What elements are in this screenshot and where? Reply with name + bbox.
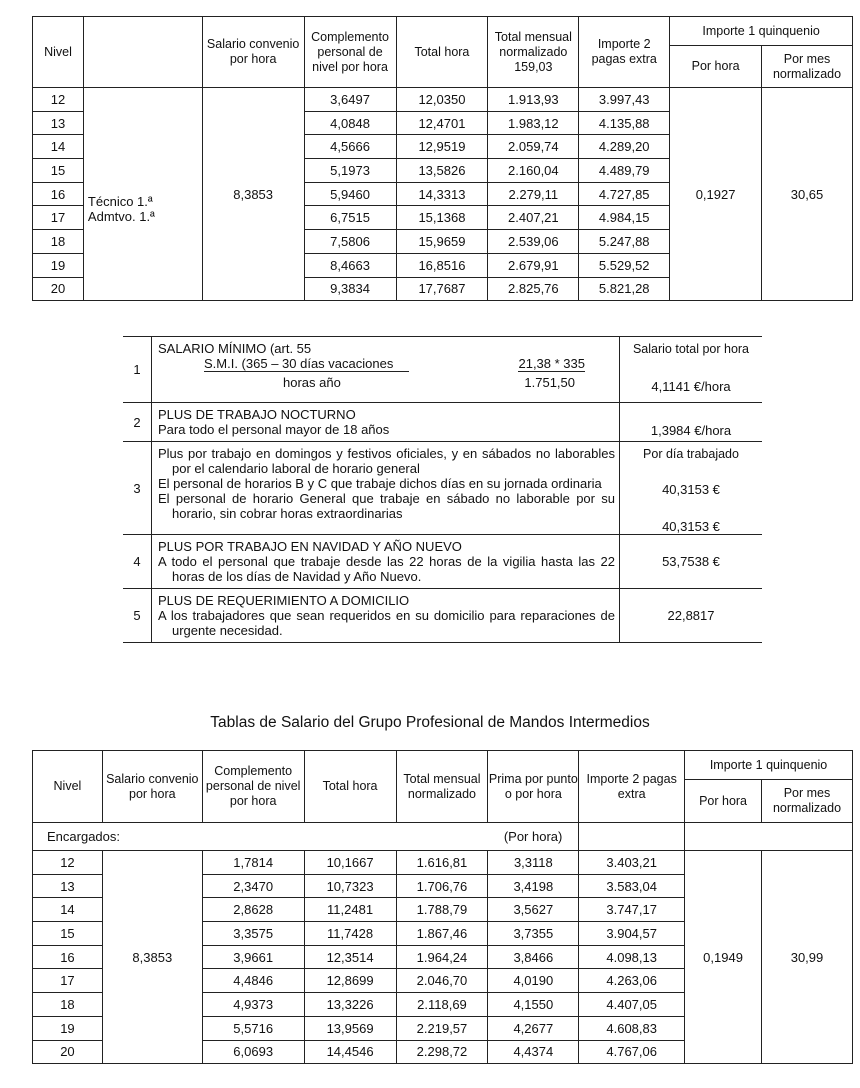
complemento-cell: 3,6497 bbox=[304, 88, 396, 112]
complemento-cell: 5,5716 bbox=[202, 1016, 304, 1040]
prima-cell: 4,2677 bbox=[488, 1016, 579, 1040]
total-mensual-cell: 2.539,06 bbox=[488, 230, 579, 254]
nocturno-value: 1,3984 €/hora bbox=[620, 403, 763, 442]
importe-pagas-cell: 4.407,05 bbox=[579, 993, 685, 1017]
header-complemento: Complemento personal de nivel por hora bbox=[304, 17, 396, 88]
prima-cell: 3,7355 bbox=[488, 922, 579, 946]
row-number: 3 bbox=[123, 442, 152, 535]
horas-ano-value: 1.751,50 bbox=[524, 375, 575, 390]
header-nivel: Nivel bbox=[33, 751, 103, 823]
total-hora-cell: 17,7687 bbox=[396, 277, 488, 301]
total-mensual-cell: 2.118,69 bbox=[396, 993, 488, 1017]
importe-pagas-cell: 4.489,79 bbox=[579, 159, 670, 183]
salario-cell: 8,3853 bbox=[202, 88, 304, 301]
total-mensual-cell: 1.616,81 bbox=[396, 851, 488, 875]
por-hora-note: (Por hora) bbox=[488, 823, 579, 851]
total-hora-cell: 13,5826 bbox=[396, 159, 488, 183]
total-hora-cell: 16,8516 bbox=[396, 253, 488, 277]
complemento-cell: 5,1973 bbox=[304, 159, 396, 183]
quinquenio-hora-cell: 0,1949 bbox=[685, 851, 762, 1064]
nivel-cell: 14 bbox=[33, 898, 103, 922]
total-mensual-cell: 1.788,79 bbox=[396, 898, 488, 922]
header-total-mensual: Total mensual normalizado 159,03 bbox=[488, 17, 579, 88]
prima-cell: 4,4374 bbox=[488, 1040, 579, 1064]
navidad-text: A todo el personal que trabaje desde las 22 horas de la vigilia hasta las 22 horas de los días de Navidad y Año Nuevo. bbox=[158, 554, 615, 584]
header-por-hora: Por hora bbox=[670, 46, 762, 88]
header-total-mensual: Total mensual normalizado bbox=[396, 751, 488, 823]
complemento-cell: 6,0693 bbox=[202, 1040, 304, 1064]
salario-total-header: Salario total por hora bbox=[632, 342, 750, 356]
prima-cell: 3,3118 bbox=[488, 851, 579, 875]
horarios-bc-text: El personal de horarios B y C que trabaje dichos días en su jornada ordinaria bbox=[158, 476, 602, 491]
por-dia-header: Por día trabajado bbox=[643, 447, 739, 461]
complemento-cell: 2,8628 bbox=[202, 898, 304, 922]
complemento-cell: 1,7814 bbox=[202, 851, 304, 875]
importe-pagas-cell: 4.984,15 bbox=[579, 206, 670, 230]
complemento-cell: 9,3834 bbox=[304, 277, 396, 301]
nivel-cell: 15 bbox=[33, 159, 84, 183]
importe-pagas-cell: 4.767,06 bbox=[579, 1040, 685, 1064]
total-hora-cell: 13,3226 bbox=[304, 993, 396, 1017]
importe-pagas-cell: 4.263,06 bbox=[579, 969, 685, 993]
nivel-cell: 13 bbox=[33, 874, 103, 898]
prima-cell: 3,5627 bbox=[488, 898, 579, 922]
salary-table-tecnico bbox=[32, 16, 853, 301]
complemento-cell: 2,3470 bbox=[202, 874, 304, 898]
row-number: 2 bbox=[123, 403, 152, 442]
total-hora-cell: 11,7428 bbox=[304, 922, 396, 946]
complemento-cell: 4,9373 bbox=[202, 993, 304, 1017]
complemento-cell: 4,0848 bbox=[304, 111, 396, 135]
importe-pagas-cell: 5.821,28 bbox=[579, 277, 670, 301]
nivel-cell: 19 bbox=[33, 253, 84, 277]
total-mensual-cell: 2.160,04 bbox=[488, 159, 579, 183]
total-mensual-cell: 2.046,70 bbox=[396, 969, 488, 993]
total-mensual-cell: 1.706,76 bbox=[396, 874, 488, 898]
total-mensual-cell: 2.825,76 bbox=[488, 277, 579, 301]
domicilio-value: 22,8817 bbox=[620, 589, 763, 643]
salario-minimo-cell bbox=[152, 337, 620, 403]
prima-cell: 4,0190 bbox=[488, 969, 579, 993]
importe-pagas-cell: 3.583,04 bbox=[579, 874, 685, 898]
total-mensual-cell: 2.298,72 bbox=[396, 1040, 488, 1064]
nivel-cell: 18 bbox=[33, 993, 103, 1017]
header-category bbox=[83, 17, 202, 88]
total-hora-cell: 15,1368 bbox=[396, 206, 488, 230]
header-quinquenio: Importe 1 quinquenio bbox=[670, 17, 853, 46]
complemento-cell: 4,5666 bbox=[304, 135, 396, 159]
smi-calc: 21,38 * 335 bbox=[518, 356, 585, 371]
header-nivel: Nivel bbox=[33, 17, 84, 88]
importe-pagas-cell: 4.098,13 bbox=[579, 945, 685, 969]
header-por-mes: Por mes normalizado bbox=[761, 780, 852, 823]
header-complemento: Complemento personal de nivel por hora bbox=[202, 751, 304, 823]
total-hora-cell: 12,0350 bbox=[396, 88, 488, 112]
nivel-cell: 20 bbox=[33, 277, 84, 301]
horas-ano-label: horas año bbox=[283, 375, 341, 390]
horario-general-text: El personal de horario General que trabaje en sábado no laborable por su horario, sin cobrar horas extraordinarias bbox=[158, 491, 615, 521]
nivel-cell: 16 bbox=[33, 182, 84, 206]
total-hora-cell: 13,9569 bbox=[304, 1016, 396, 1040]
nivel-cell: 17 bbox=[33, 206, 84, 230]
total-hora-cell: 12,9519 bbox=[396, 135, 488, 159]
domingos-value-general: 40,3153 € bbox=[662, 519, 720, 534]
quinquenio-mes-cell: 30,65 bbox=[762, 88, 853, 301]
nivel-cell: 19 bbox=[33, 1016, 103, 1040]
total-hora-cell: 12,3514 bbox=[304, 945, 396, 969]
importe-pagas-cell: 4.608,83 bbox=[579, 1016, 685, 1040]
header-prima: Prima por punto o por hora bbox=[488, 751, 579, 823]
total-hora-cell: 14,4546 bbox=[304, 1040, 396, 1064]
navidad-value: 53,7538 € bbox=[620, 535, 763, 589]
importe-pagas-cell: 3.904,57 bbox=[579, 922, 685, 946]
nivel-cell: 15 bbox=[33, 922, 103, 946]
salary-table-mandos bbox=[32, 750, 853, 1064]
nivel-cell: 13 bbox=[33, 111, 84, 135]
salario-minimo-value: 4,1141 €/hora bbox=[651, 379, 731, 394]
section-caption: Tablas de Salario del Grupo Profesional de Mandos Intermedios bbox=[210, 714, 650, 731]
quinquenio-mes-cell: 30,99 bbox=[761, 851, 852, 1064]
importe-pagas-cell: 3.997,43 bbox=[579, 88, 670, 112]
nivel-cell: 16 bbox=[33, 945, 103, 969]
total-mensual-cell: 1.983,12 bbox=[488, 111, 579, 135]
complemento-cell: 8,4663 bbox=[304, 253, 396, 277]
total-hora-cell: 10,1667 bbox=[304, 851, 396, 875]
total-hora-cell: 12,8699 bbox=[304, 969, 396, 993]
header-total-hora: Total hora bbox=[304, 751, 396, 823]
complemento-cell: 6,7515 bbox=[304, 206, 396, 230]
importe-pagas-cell: 5.247,88 bbox=[579, 230, 670, 254]
row-number: 1 bbox=[123, 337, 152, 403]
domingos-text: Plus por trabajo en domingos y festivos oficiales, y en sábados no laborables por el calendario laboral de horario general bbox=[158, 446, 615, 476]
salario-minimo-title: SALARIO MÍNIMO (art. 55 bbox=[158, 341, 312, 356]
nivel-cell: 20 bbox=[33, 1040, 103, 1064]
complemento-cell: 5,9460 bbox=[304, 182, 396, 206]
importe-pagas-cell: 4.727,85 bbox=[579, 182, 670, 206]
importe-pagas-cell: 3.747,17 bbox=[579, 898, 685, 922]
total-hora-cell: 10,7323 bbox=[304, 874, 396, 898]
total-mensual-cell: 2.279,11 bbox=[488, 182, 579, 206]
encargados-label: Encargados: bbox=[33, 823, 488, 851]
pluses-table bbox=[123, 336, 762, 643]
nocturno-text: Para todo el personal mayor de 18 años bbox=[158, 422, 390, 437]
header-importe-pagas: Importe 2 pagas extra bbox=[579, 751, 685, 823]
domicilio-title: PLUS DE REQUERIMIENTO A DOMICILIO bbox=[158, 593, 410, 608]
domingos-value-bc: 40,3153 € bbox=[662, 482, 720, 497]
complemento-cell: 3,9661 bbox=[202, 945, 304, 969]
header-importe-pagas: Importe 2 pagas extra bbox=[579, 17, 670, 88]
importe-pagas-cell: 4.135,88 bbox=[579, 111, 670, 135]
header-salario: Salario convenio por hora bbox=[102, 751, 202, 823]
navidad-title: PLUS POR TRABAJO EN NAVIDAD Y AÑO NUEVO bbox=[158, 539, 462, 554]
total-mensual-cell: 2.679,91 bbox=[488, 253, 579, 277]
complemento-cell: 3,3575 bbox=[202, 922, 304, 946]
header-por-hora: Por hora bbox=[685, 780, 762, 823]
complemento-cell: 4,4846 bbox=[202, 969, 304, 993]
total-mensual-cell: 2.219,57 bbox=[396, 1016, 488, 1040]
salario-cell: 8,3853 bbox=[102, 851, 202, 1064]
total-mensual-cell: 2.407,21 bbox=[488, 206, 579, 230]
prima-cell: 3,4198 bbox=[488, 874, 579, 898]
total-mensual-cell: 2.059,74 bbox=[488, 135, 579, 159]
nivel-cell: 12 bbox=[33, 88, 84, 112]
header-total-hora: Total hora bbox=[396, 17, 488, 88]
nivel-cell: 18 bbox=[33, 230, 84, 254]
prima-cell: 3,8466 bbox=[488, 945, 579, 969]
importe-pagas-cell: 5.529,52 bbox=[579, 253, 670, 277]
complemento-cell: 7,5806 bbox=[304, 230, 396, 254]
row-number: 5 bbox=[123, 589, 152, 643]
header-salario: Salario convenio por hora bbox=[202, 17, 304, 88]
total-hora-cell: 12,4701 bbox=[396, 111, 488, 135]
total-mensual-cell: 1.867,46 bbox=[396, 922, 488, 946]
nivel-cell: 12 bbox=[33, 851, 103, 875]
category-cell bbox=[83, 88, 202, 301]
table-row bbox=[33, 88, 853, 112]
row-number: 4 bbox=[123, 535, 152, 589]
quinquenio-hora-cell: 0,1927 bbox=[670, 88, 762, 301]
category-line-1: Técnico 1.ª bbox=[87, 194, 153, 210]
category-line-2: Admtvo. 1.ª bbox=[87, 209, 155, 225]
smi-formula: S.M.I. (365 – 30 días vacaciones bbox=[204, 356, 409, 372]
total-hora-cell: 11,2481 bbox=[304, 898, 396, 922]
nivel-cell: 14 bbox=[33, 135, 84, 159]
importe-pagas-cell: 3.403,21 bbox=[579, 851, 685, 875]
total-hora-cell: 15,9659 bbox=[396, 230, 488, 254]
nivel-cell: 17 bbox=[33, 969, 103, 993]
nocturno-title: PLUS DE TRABAJO NOCTURNO bbox=[158, 407, 356, 422]
total-hora-cell: 14,3313 bbox=[396, 182, 488, 206]
total-mensual-cell: 1.913,93 bbox=[488, 88, 579, 112]
prima-cell: 4,1550 bbox=[488, 993, 579, 1017]
importe-pagas-cell: 4.289,20 bbox=[579, 135, 670, 159]
header-quinquenio: Importe 1 quinquenio bbox=[685, 751, 853, 780]
header-por-mes: Por mes normalizado bbox=[762, 46, 853, 88]
total-mensual-cell: 1.964,24 bbox=[396, 945, 488, 969]
domicilio-text: A los trabajadores que sean requeridos en su domicilio para reparaciones de urgente necesidad. bbox=[158, 608, 615, 638]
table-row bbox=[33, 851, 853, 875]
